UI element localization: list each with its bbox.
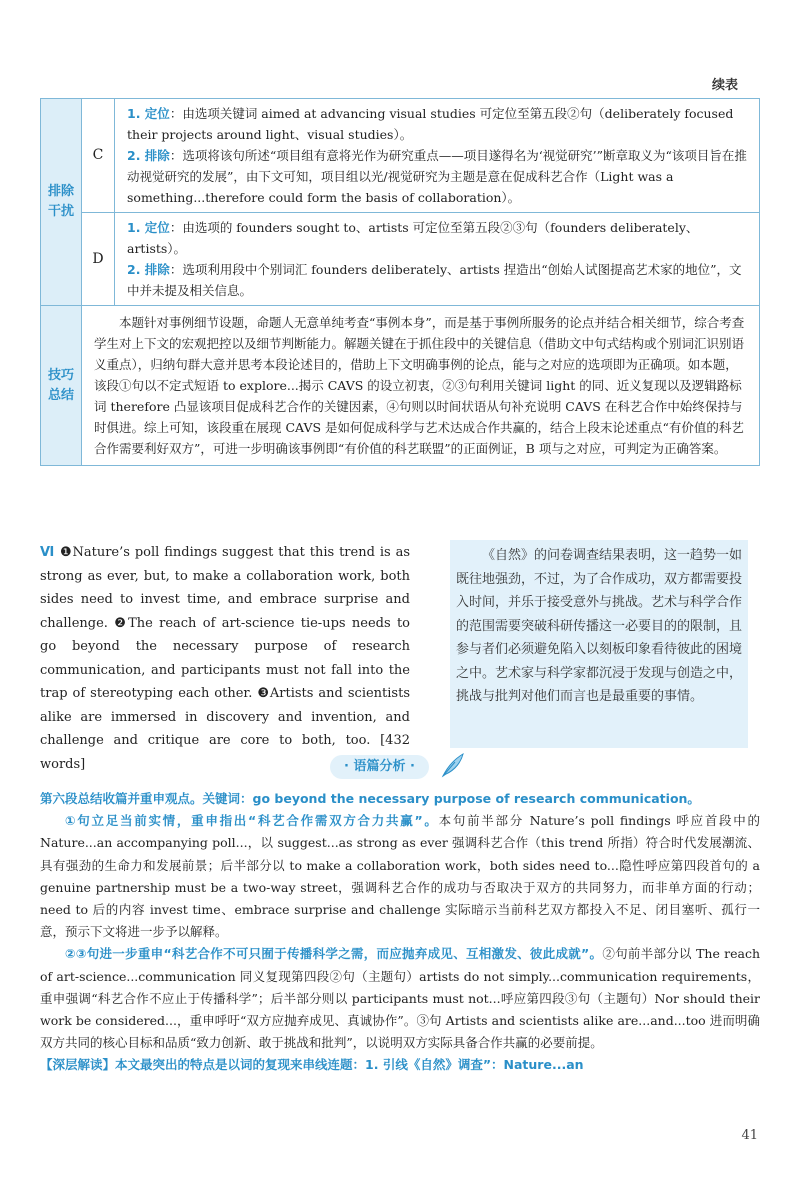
analysis-paragraph-2: ②③句进一步重申“科艺合作不可只囿于传播科学之需，而应抛弃成见、互相激发、彼此成就”。②句前半部分以 The reach of art-science...communication 同义复现第四段②句（主题句）artists do not simply...communication requirements，重申强调“科艺合作不应止于传播科学”；后半部分则以 participants must not...呼应第四段③句（主题句）Nor should their work be considered...，重申呼吁“双方应抛弃成见、真诚协作”。③句 Artists and scientists alike are...and...too 进而明确双方共同的核心目标和品质“致力创新、敢于挑战和批判”，以说明双方实际具备合作共赢的必要前提。	[40, 946, 760, 1051]
section-numeral: Ⅵ	[40, 545, 56, 560]
option-letter: C	[82, 99, 115, 213]
option-c-detail: 1. 定位：由选项关键词 aimed at advancing visual studies 可定位至第五段②句（deliberately focused their projects around light、visual studies）。 2. 排除：选项将该句所述“项目组有意将光作为研究重点——项目遂得名为‘视觉研究’”断章取义为“该项目旨在推动视觉研究的发展”，由下文可知，项目组以光/视觉研究为主题是意在促成科艺合作（Light was a something...therefore could form the basis of collaboration）。	[115, 99, 760, 213]
table-row	[41, 306, 760, 466]
analysis-heading: · 语篇分析 ·	[330, 755, 429, 779]
section-six-body: ❶Nature’s poll findings suggest that this trend is as strong as ever, but, to make a collaboration work, both sides need to invest time, and embrace surprise and challenge. ❷The reach of art-science tie-ups needs to go beyond the necessary purpose of research communication, and participants must not fall into the trap of stereotyping each other. ❸Artists and scientists alike are immersed in discovery and invention, and challenge and critique are core to both, too. [432 words]	[40, 545, 411, 772]
option-letter: D	[82, 213, 115, 306]
page-number: 41	[741, 1128, 758, 1143]
quill-icon	[437, 750, 467, 780]
table-row	[41, 99, 760, 213]
analysis-paragraph-1: ①句立足当前实情，重申指出“科艺合作需双方合力共赢”。本句前半部分 Nature’s poll findings 呼应首段中的 Nature...an accompanying poll...，以 suggest...as strong as ever 强调科艺合作（this trend 所指）符合时代发展潮流、具有强劲的生命力和发展前景；后半部分以 to make a collaboration work，both sides need to...隐性呼应第四段首句的 a genuine partnership must be a two-way street，强调科艺合作的成功与否取决于双方的共同努力，而非单方面的行动；need to 后的内容 invest time、embrace surprise and challenge 实际暗示当前科艺双方都投入不足、闭目塞听、孤行一意，预示下文将进一步予以解释。	[40, 813, 761, 940]
exclude-category: 排除干扰	[41, 99, 82, 306]
discourse-analysis	[40, 788, 760, 1077]
skills-summary: 本题针对事例细节设题，命题人无意单纯考查“事例本身”，而是基于事例所服务的论点并结合相关细节，综合考查学生对上下文的宏观把控以及细节判断能力。解题关键在于抓住段中的关键信息（借助文中句式结构或个别词汇识别语义重点），归纳句群大意并思考本段论述目的，借助上下文明确事例的论点，能与之对应的选项即为正确项。如本题，该段①句以不定式短语 to explore...揭示 CAVS 的设立初衷，②③句利用关键词 light 的同、近义复现以及逻辑路标词 therefore 凸显该项目促成科艺合作的关键因素，④句则以时间状语从句补充说明 CAVS 在科艺合作中始终保持与时俱进。综上可知，该段重在展现 CAVS 是如何促成科学与艺术达成合作共赢的，结合上段末论述重点“有价值的科艺合作需要利好双方”，可进一步明确该事例即“有价值的科艺联盟”的正面例证，B 项与之对应，可判定为正确答案。	[82, 306, 760, 466]
option-d-detail: 1. 定位：由选项的 founders sought to、artists 可定位至第五段②③句（founders deliberately、artists）。 2. 排除：选项利用段中个别词汇 founders deliberately、artists 捏造出“创始人试图提高艺术家的地位”，文中并未提及相关信息。	[115, 213, 760, 306]
analysis-summary: 第六段总结收篇并重申观点。关键词：go beyond the necessary purpose of research communication。	[40, 791, 700, 806]
deep-interpretation: 【深层解读】本文最突出的特点是以词的复现来串线连题：1. 引线《自然》调查”：Nature...an	[40, 1057, 584, 1073]
translation-box	[450, 540, 748, 748]
section-six-text	[40, 541, 410, 776]
skills-category: 技巧总结	[41, 306, 82, 466]
table-row	[41, 213, 760, 306]
continued-label: 续表	[711, 78, 738, 93]
analysis-table	[40, 98, 760, 466]
translation-text: 《自然》的问卷调查结果表明，这一趋势一如既往地强劲，不过，为了合作成功，双方都需要投入时间，并乐于接受意外与挑战。艺术与科学合作的范围需要突破科研传播这一必要目的的限制，且参与者们必须避免陷入以刻板印象看待彼此的困境之中。艺术家与科学家都沉浸于发现与创造之中，挑战与批判对他们而言也是最重要的事情。	[456, 548, 743, 704]
